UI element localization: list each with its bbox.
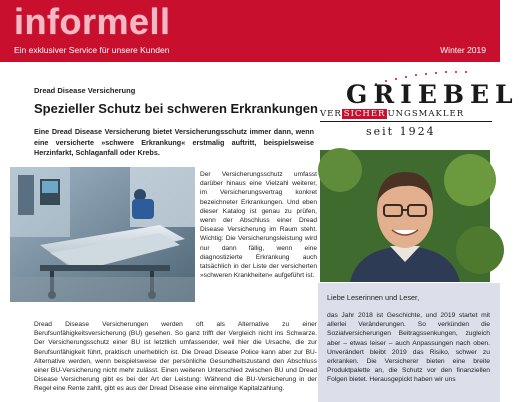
article-kicker: Dread Disease Versicherung bbox=[34, 86, 136, 95]
hospital-photo bbox=[10, 167, 195, 302]
author-portrait bbox=[320, 150, 490, 282]
article-lead: Eine Dread Disease Versicherung bietet Versicherungsschutz immer dann, wenn eine versicherte »schwere Erkrankung« erstmalig auftritt, beispielsweise Herzinfarkt, Schlaganfall oder Krebs. bbox=[34, 127, 314, 158]
logo-sub-post: UNGSMAKLER bbox=[387, 109, 465, 119]
logo-sub-highlight: SICHER bbox=[343, 109, 386, 119]
letter-text: das Jahr 2018 ist Geschichte, und 2019 startet mit allerlei Veränderungen. So verkünden die Sozialversicherungen Beitragssenkungen, zugleich aber – etwas leiser – auch Anpassungen nach oben. Unverändert bleibt 2019 das Risiko, schwer zu erkranken. Die Versicherer bieten eine breite Produktpalette an, die Schutz vor den finanziellen Folgen bietet. Herausgepickt haben wir uns bbox=[327, 312, 490, 384]
logo-name: GRIEBEL bbox=[346, 80, 519, 109]
article-title: Spezieller Schutz bei schweren Erkrankungen bbox=[34, 101, 318, 116]
logo-rule bbox=[320, 121, 492, 122]
edition-label: Winter 2019 bbox=[440, 45, 486, 55]
logo-sub-pre: VER bbox=[320, 109, 342, 119]
logo-since: seit 1924 bbox=[366, 125, 436, 138]
logo-subtitle bbox=[320, 109, 492, 121]
header-band bbox=[0, 0, 500, 62]
article-column-text: Der Versicherungsschutz umfasst darüber hinaus eine Vielzahl weiterer, im Versicherungsvertrag konkret bezeichneter Erkrankungen. Und eben dieser Katalog ist genau zu prüfen, wenn der Abschluss einer Dread Disease Versicherung im Raum steht. Wichtig: Die Versicherungsleistung wird nur dann fällig, wenn eine diagnostizierte Erkrankung auch tatsächlich in der Liste der versicherten »schweren Krankheiten« aufgeführt ist. bbox=[200, 171, 317, 280]
tagline: Ein exklusiver Service für unsere Kunden bbox=[14, 45, 170, 55]
editorial-letter-box bbox=[318, 283, 500, 402]
company-logo bbox=[320, 66, 519, 146]
article-body-text: Dread Disease Versicherungen werden oft als Alternative zu einer Berufsunfähigkeitsversicherung (BU) gesehen. So ganz trifft der Vergleich nicht ins Schwarze. Der Versicherungsschutz einer BU ist letztlich umfassender, weil hier die Ursache, die zur Berufsunfähigkeit führt, praktisch unerheblich ist. Die Dread Disease Police kann aber zur BU-Alternative werden, wenn beispielsweise der persönliche Gesundheitszustand den Abschluss einer BU-Versicherung nicht mehr zulässt. Einen weiteren Unterschied zwischen BU und Dread Disease Versicherung gibt es bei der Art der Leistung: Während die BU-Versicherung in der Regel eine Rente zahlt, gibt es aus der Dread Disease eine einmalige Kapitalzahlung. bbox=[34, 321, 317, 393]
letter-greeting: Liebe Leserinnen und Leser, bbox=[327, 293, 420, 302]
brand-title: informell bbox=[14, 1, 171, 42]
